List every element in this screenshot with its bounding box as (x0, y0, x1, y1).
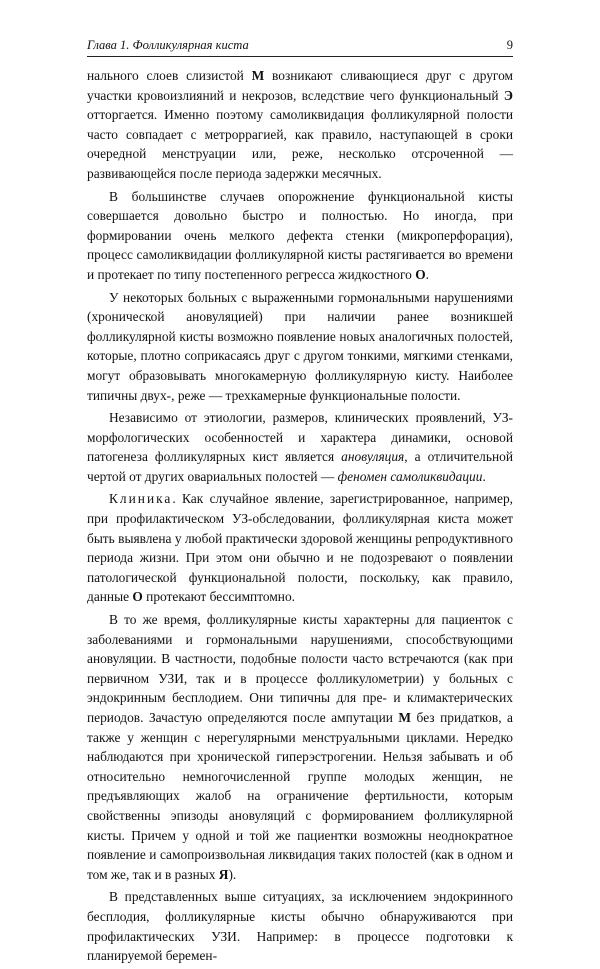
text-run: . (482, 468, 486, 484)
chapter-title: Глава 1. Фолликулярная киста (87, 38, 249, 52)
text-run: возникают сливающиеся друг с другом участки кровоизлияний и некрозов, вследствие чего функциональный (87, 68, 514, 103)
abbrev-bold: М (398, 710, 412, 725)
paragraph-1 (87, 66, 513, 184)
section-keyword: Клиника (109, 491, 173, 507)
abbrev-bold: О (415, 266, 426, 282)
abbrev-bold: О (132, 589, 143, 605)
text-run: ). (228, 866, 237, 882)
text-run: без придатков, а также у женщин с нерегулярными менструальными циклами. Нередко наблюдаются при хронической гиперэстрогении. Нельзя забывать и об относительно немногочисленной группе молодых женщин, не предъявляющих жалоб на ограничение фертильности, которым свойственны эпизоды ановуляций с формированием фолликулярной кисты. Причем у одной и той же пациентки возможны неоднократное появление и самопроизвольная ликвидация таких полостей (как в одном и том же, так и в разных (87, 710, 514, 882)
paragraph-3: У некоторых больных с выраженными гормональными нарушениями (хронической ановуляцией) при наличии ранее возникшей фолликулярной кисты возможно появление новых аналогичных полостей, которые, плотно соприкасаясь друг с другом тонкими, мягкими стенками, могут образовывать многокамерную фолликулярную кисту. Наиболее типичны двух-, реже — трехкамерные функциональные полости. (87, 289, 513, 403)
text-run: В большинстве случаев опорожнение функциональной кисты совершается довольно быстро и полностью. Но иногда, при формировании очень мелкого дефекта стенки (микроперфорация), процесс самоликвидации фолликулярной кисты растягивается во времени и протекает по типу постепенного регресса жидкостного (87, 188, 513, 282)
text-run: В то же время, фолликулярные кисты характерны для пациенток с заболеваниями и гормональными нарушениями, способствующими ановуляции. В частности, подобные полости часто встречаются (как при первичном УЗИ, так и в процессе фолликулометрии) у больных с эндокринным бесплодием. Они типичны для пре- и климактерических периодов. Зачастую определяются после ампутации (87, 612, 513, 725)
paragraph-5 (87, 489, 513, 607)
paragraph-4 (87, 408, 513, 486)
text-run: Независимо от этиологии, размеров, клинических проявлений, УЗ-морфологических особенностей и характера динамики, основой патогенеза фолликулярных кист является (87, 410, 513, 465)
abbrev-bold: М (251, 68, 265, 83)
abbrev-bold: Э (503, 87, 513, 103)
text-run: протекают бессимптомно. (142, 589, 296, 605)
text-run: отторгается. Именно поэтому самоликвидация фолликулярной полости часто совпадает с метроррагией, как правило, наступающей в сроки очередной менструации или, реже, несколько отсроченной — развивающейся после периода задержки месячных. (87, 107, 513, 181)
emphasis: ановуляция (341, 449, 405, 465)
text-run: . (425, 266, 429, 282)
paragraph-7: В представленных выше ситуациях, за исключением эндокринного бесплодия, фолликулярные кисты обычно обнаруживаются при профилактических УЗИ. Например: в процессе подготовки к планируемой беремен- (87, 889, 513, 964)
emphasis: феномен самоликвидации (337, 468, 483, 484)
paragraph-6 (87, 610, 513, 884)
text-run: , а отличительной чертой от других овариальных полостей — (87, 449, 513, 484)
running-header (87, 38, 513, 57)
body-text (87, 66, 513, 969)
abbrev-bold: Я (218, 866, 229, 882)
text-run: . Как случайное явление, зарегистрированное, например, при профилактическом УЗ-обследовании, фолликулярная киста может быть выявлена у любой практически здоровой женщины репродуктивного периода жизни. При этом они обычно и не подозревают о появлении патологической функциональной полости, поскольку, как правило, данные (87, 491, 513, 605)
page-number: 9 (506, 38, 513, 52)
paragraph-2 (87, 187, 513, 285)
text-run: нального слоев слизистой (87, 68, 252, 83)
